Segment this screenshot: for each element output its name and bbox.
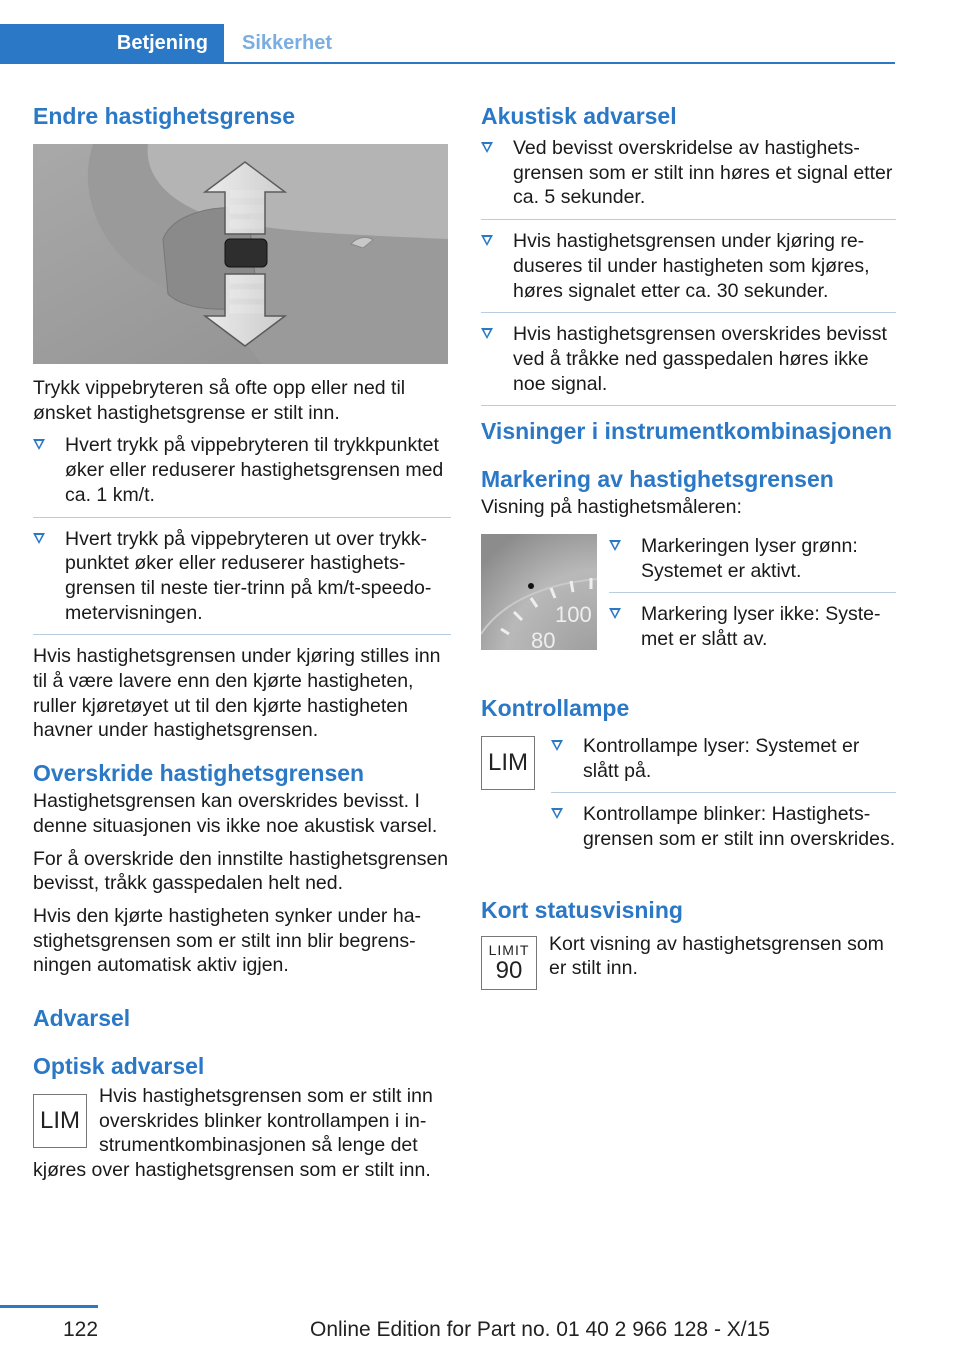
paragraph-overskride-1: Hastighetsgrensen kan overskrides bevisst. I denne situasjonen vis ikke noe akustisk varsel. xyxy=(33,790,438,837)
triangle-bullet-icon xyxy=(33,533,45,544)
right-column xyxy=(481,100,896,990)
tab-betjening[interactable]: Betjening xyxy=(0,24,224,62)
paragraph-trykk: Trykk vippebryteren så ofte opp eller ned til ønsket hastighetsgrense er stilt inn. xyxy=(33,377,406,424)
list-item: Kontrollampe lyser: Systemet er slått på. xyxy=(551,734,896,793)
triangle-bullet-icon xyxy=(33,439,45,450)
heading-kontrollampe: Kontrollampe xyxy=(481,694,630,721)
list-item: Kontrollampe blinker: Hastighetsgrensen som er stilt inn overskrides. xyxy=(551,802,896,860)
heading-overskride: Overskride hastighetsgrensen xyxy=(33,760,365,787)
list-item: Hvis hastighetsgrensen overskrides bevisst ved å tråkke ned gasspedalen høres ikke noe signal. xyxy=(481,322,896,406)
edition-text: Online Edition for Part no. 01 40 2 966 128 - X/15 xyxy=(310,1318,770,1341)
list-trykk xyxy=(33,433,451,635)
tab-sikkerhet[interactable]: Sikkerhet xyxy=(242,32,333,54)
list-item: Hvert trykk på vippebryteren til trykkpunktet øker eller reduserer hastighetsgrensen med ca. 1 km/t. xyxy=(33,433,451,517)
optisk-block xyxy=(33,1084,451,1183)
triangle-bullet-icon xyxy=(551,740,563,751)
kontrollampe-row xyxy=(481,734,896,870)
list-markering xyxy=(609,534,896,670)
heading-kort-statusvisning: Kort statusvisning xyxy=(481,896,683,923)
kort-status-row xyxy=(481,932,896,990)
triangle-bullet-icon xyxy=(609,608,621,619)
list-item: Hvis hastighetsgrensen under kjøring reduseres til under hastigheten som kjøres, høres signalet etter ca. 30 sekunder. xyxy=(481,229,896,313)
triangle-bullet-icon xyxy=(609,540,621,551)
steering-wheel-illustration xyxy=(33,144,448,364)
heading-endre-hastighetsgrense: Endre hastighetsgrense xyxy=(33,103,296,129)
heading-visninger: Visninger i instrumentkombinasjonen xyxy=(481,418,893,445)
list-kontrollampe xyxy=(551,734,896,870)
list-item: Markeringen lyser grønn: Systemet er aktivt. xyxy=(609,534,896,593)
list-item: Markering lyser ikke: Systemet er slått av. xyxy=(609,602,896,660)
triangle-bullet-icon xyxy=(481,142,493,153)
speedo-80-label: 80 xyxy=(531,628,556,651)
footer-rule xyxy=(0,1305,98,1308)
triangle-bullet-icon xyxy=(481,235,493,246)
speedo-100-label: 100 xyxy=(555,602,592,628)
paragraph-overskride-2: For å overskride den innstilte hastighetsgrensen bevisst, tråkk gasspedalen helt ned. xyxy=(33,847,449,895)
list-akustisk xyxy=(481,136,896,406)
lim-indicator-icon: LIM xyxy=(481,736,535,790)
heading-optisk-advarsel: Optisk advarsel xyxy=(33,1053,205,1080)
list-item: Hvert trykk på vippebryteren ut over trykkpunktet øker eller reduserer hastighetsgrensen til neste tier-trinn på km/t-speedometervisningen. xyxy=(33,527,451,636)
limit-90-indicator-icon: LIMIT 90 xyxy=(481,936,537,990)
paragraph-overskride-3: Hvis den kjørte hastigheten synker under hastighetsgrensen som er stilt inn blir begrensningen automatisk aktiv igjen. xyxy=(33,904,422,977)
lim-indicator-icon: LIM xyxy=(33,1094,87,1148)
heading-advarsel: Advarsel xyxy=(33,1005,131,1032)
paragraph-optisk: Hvis hastighetsgrensen som er stilt inn overskrides blinker kontrollampen i instrumentkombinasjonen så lenge det kjøres over hastighetsgrensen som er stilt inn. xyxy=(33,1085,433,1182)
list-item: Ved bevisst overskridelse av hastighetsgrensen som er stilt inn høres et signal etter ca. 5 sekunder. xyxy=(481,136,896,220)
heading-akustisk-advarsel: Akustisk advarsel xyxy=(481,103,677,129)
page-number: 122 xyxy=(63,1318,99,1341)
heading-markering: Markering av hastighetsgrensen xyxy=(481,466,834,493)
steering-wheel-image xyxy=(33,144,448,364)
paragraph-visning: Visning på hastighetsmåleren: xyxy=(481,496,742,519)
triangle-bullet-icon xyxy=(551,808,563,819)
paragraph-stilles: Hvis hastighetsgrensen under kjøring stilles inn til å være lavere enn den kjørte hastigheten, ruller kjøretøyet ut til den kjørte hastigheten havner under hastighetsgrensen. xyxy=(33,645,441,742)
speedometer-image xyxy=(481,534,597,650)
triangle-bullet-icon xyxy=(481,328,493,339)
paragraph-kort: Kort visning av hastighetsgrensen som er stilt inn. xyxy=(549,932,884,980)
header-tabbar xyxy=(0,24,895,64)
left-column xyxy=(33,100,451,1183)
markering-row xyxy=(481,534,896,670)
